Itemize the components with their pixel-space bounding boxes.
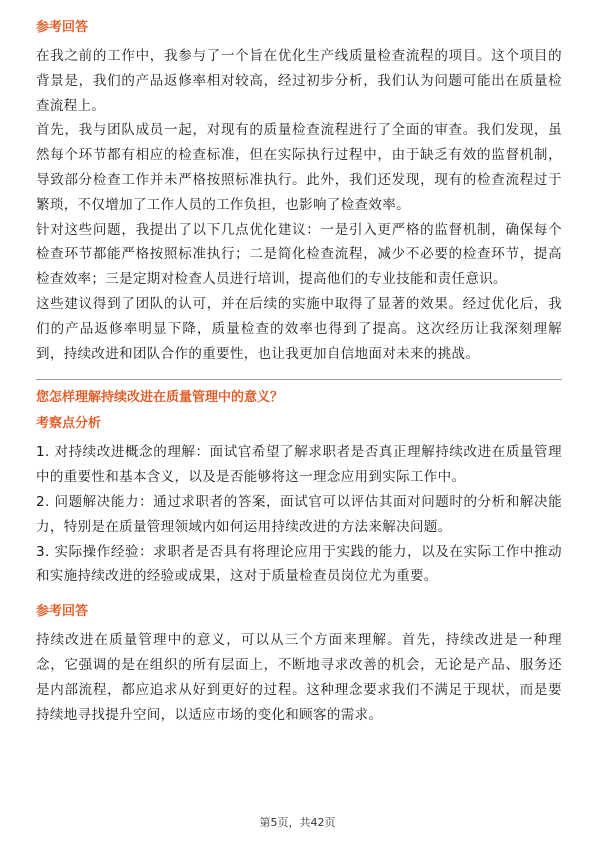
paragraph: 这些建议得到了团队的认可，并在后续的实施中取得了显著的效果。经过优化后，我们的产品返修率明显下降，质量检查的效率也得到了提高。这次经历让我深刻理解到，持续改进和团队合作的重要性，也让我更加自信地面对未来的挑战。 bbox=[36, 295, 562, 362]
paragraph: 持续改进在质量管理中的意义，可以从三个方面来理解。首先，持续改进是一种理念，它强调的是在组织的所有层面上，不断地寻求改善的机会，无论是产品、服务还是内部流程，都应追求从好到更好的过程。这种理念要求我们不满足于现状，而是要持续地寻找提升空间，以适应市场的变化和顾客的需求。 bbox=[36, 632, 562, 723]
section-heading-reference-answer-2: 参考回答 bbox=[36, 604, 89, 620]
analysis-item: 2. 问题解决能力：通过求职者的答案，面试官可以评估其面对问题时的分析和解决能力，特别是在质量管理领域内如何运用持续改进的方法来解决问题。 bbox=[36, 493, 562, 535]
analysis-item: 1. 对持续改进概念的理解：面试官希望了解求职者是否真正理解持续改进在质量管理中的重要性和基本含义，以及是否能够将这一理念应用到实际工作中。 bbox=[36, 444, 562, 486]
question-heading: 您怎样理解持续改进在质量管理中的意义？ bbox=[36, 390, 284, 406]
paragraph: 在我之前的工作中，我参与了一个旨在优化生产线质量检查流程的项目。这个项目的背景是，我们的产品返修率相对较高，经过初步分析，我们认为问题可能出在质量检查流程上。 bbox=[36, 48, 562, 114]
paragraph: 针对这些问题，我提出了以下几点优化建议：一是引入更严格的监督机制，确保每个检查环节都能严格按照标准执行；二是简化检查流程，减少不必要的检查环节，提高检查效率；三是定期对检查人员进行培训，提高他们的专业技能和责任意识。 bbox=[36, 221, 562, 288]
page-content bbox=[36, 18, 562, 727]
paragraph: 首先，我与团队成员一起，对现有的质量检查流程进行了全面的审查。我们发现，虽然每个环节都有相应的检查标准，但在实际执行过程中，由于缺乏有效的监督机制，导致部分检查工作并未严格按照标准执行。此外，我们还发现，现有的检查流程过于繁琐，不仅增加了工作人员的工作负担，也影响了检查效率。 bbox=[36, 122, 562, 213]
analysis-item: 3. 实际操作经验：求职者是否具有将理论应用于实践的能力，以及在实际工作中推动和实施持续改进的经验或成果，这对于质量检查员岗位尤为重要。 bbox=[36, 543, 562, 585]
page-number: 第5页，共42页 bbox=[259, 816, 336, 829]
section-divider bbox=[36, 379, 562, 380]
analysis-heading: 考察点分析 bbox=[36, 416, 102, 432]
section-heading-reference-answer: 参考回答 bbox=[36, 20, 89, 35]
